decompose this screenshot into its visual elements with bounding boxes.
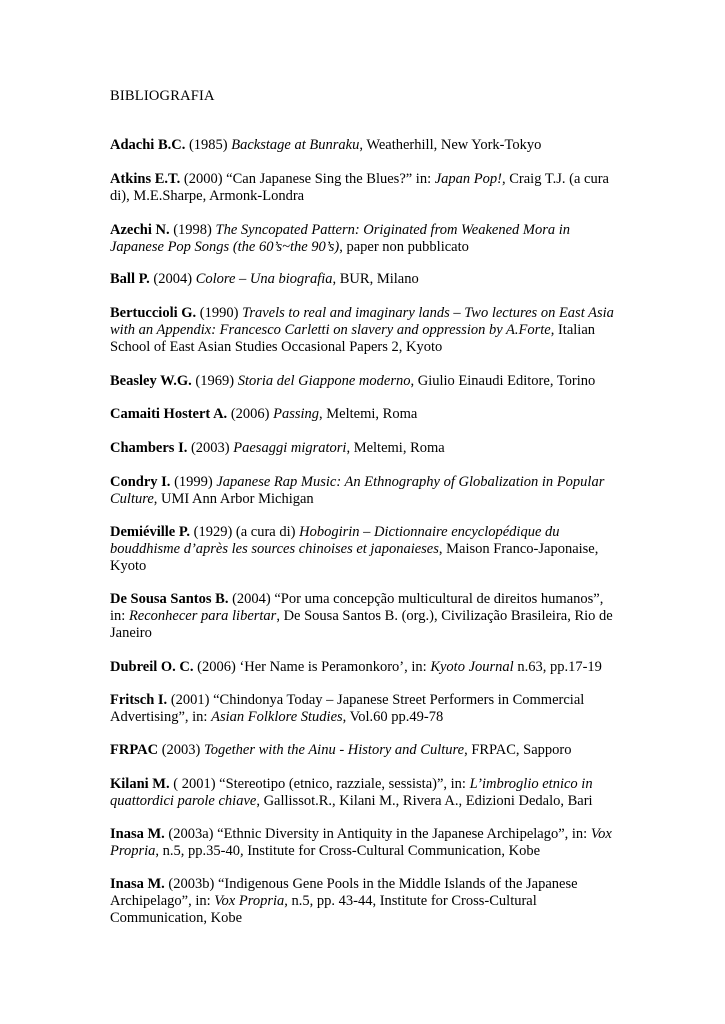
entry-text: , Giulio Einaudi Editore, Torino xyxy=(410,373,596,389)
entry-text: , UMI Ann Arbor Michigan xyxy=(153,491,314,507)
bibliography-entry xyxy=(110,406,616,423)
bibliography-entry xyxy=(110,137,616,154)
entry-author: Demiéville P. xyxy=(110,524,190,540)
entry-text: (2003a) “Ethnic Diversity in Antiquity in the Japanese Archipelago”, in: xyxy=(164,826,591,842)
bibliography-entry xyxy=(110,742,616,759)
entry-text: (2001) “Chindonya Today – Japanese Street Performers in Commercial Advertising”, in: xyxy=(110,692,585,725)
bibliography-heading: BIBLIOGRAFIA xyxy=(110,88,215,104)
entry-text: , Meltemi, Roma xyxy=(319,406,418,422)
entry-text: , De Sousa Santos B. (org.), Civilização Brasileira, Rio de Janeiro xyxy=(110,608,613,641)
entry-text: , Maison Franco-Japonaise, Kyoto xyxy=(110,541,599,574)
entry-text: (1999) xyxy=(170,474,217,490)
bibliography-entry xyxy=(110,876,616,927)
entry-author: De Sousa Santos B. xyxy=(110,591,229,607)
entry-author: Inasa M. xyxy=(110,826,165,842)
entry-text: , BUR, Milano xyxy=(332,271,419,287)
entry-author: Camaiti Hostert A. xyxy=(110,406,228,422)
entry-text: (2006) xyxy=(227,406,274,422)
entry-author: Adachi B.C. xyxy=(110,137,186,153)
entry-author: Inasa M. xyxy=(110,876,165,892)
bibliography-entry xyxy=(110,524,616,575)
entry-author: Chambers I. xyxy=(110,440,188,456)
bibliography-entry xyxy=(110,826,616,860)
entry-text: (1985) xyxy=(185,137,232,153)
entry-title: Kyoto Journal xyxy=(430,659,514,675)
entry-author: Condry I. xyxy=(110,474,171,490)
bibliography-entry xyxy=(110,222,616,256)
entry-text: ( 2001) “Stereotipo (etnico, razziale, sessista)”, in: xyxy=(169,776,470,792)
entry-title: Storia del Giappone moderno xyxy=(237,373,411,389)
entry-author: Bertuccioli G. xyxy=(110,305,197,321)
entry-text: (2004) “Por uma concepção multicultural de direitos humanos”, in: xyxy=(110,591,604,624)
bibliography-entry xyxy=(110,692,616,726)
entry-text: (2006) ‘Her Name is Peramonkoro’, in: xyxy=(193,659,431,675)
entry-author: Atkins E.T. xyxy=(110,171,181,187)
entry-title: Paesaggi migratori xyxy=(233,440,347,456)
entry-text: , n.5, pp.35-40, Institute for Cross-Cultural Communication, Kobe xyxy=(155,843,541,859)
entry-text: n.63, pp.17-19 xyxy=(513,659,602,675)
bibliography-entry xyxy=(110,776,616,810)
entry-title: Passing xyxy=(273,406,320,422)
entry-title: Hobogirin – Dictionnaire encyclopédique du bouddhisme d’après les sources chinoises et japonaieses xyxy=(110,524,560,557)
entry-text: (2000) “Can Japanese Sing the Blues?” in: xyxy=(180,171,435,187)
entry-text: (1990) xyxy=(196,305,243,321)
entry-title: Vox Propria xyxy=(110,826,612,859)
entry-author: Dubreil O. C. xyxy=(110,659,194,675)
entry-text: (1998) xyxy=(169,222,216,238)
bibliography-entry xyxy=(110,474,616,508)
entry-text: , FRPAC, Sapporo xyxy=(464,742,572,758)
entry-author: Azechi N. xyxy=(110,222,170,238)
entry-author: Fritsch I. xyxy=(110,692,168,708)
bibliography-entry xyxy=(110,271,616,288)
entry-text: (2004) xyxy=(149,271,196,287)
entry-author: Beasley W.G. xyxy=(110,373,192,389)
entry-text: , Meltemi, Roma xyxy=(346,440,445,456)
entry-text: , paper non pubblicato xyxy=(339,239,469,255)
entry-text: , Weatherhill, New York-Tokyo xyxy=(359,137,542,153)
entry-text: (2003) xyxy=(187,440,234,456)
bibliography-entry xyxy=(110,373,616,390)
entry-title: Asian Folklore Studies xyxy=(211,709,343,725)
entry-author: FRPAC xyxy=(110,742,159,758)
entry-text: , Vol.60 pp.49-78 xyxy=(342,709,444,725)
entry-title: Together with the Ainu - History and Culture xyxy=(203,742,465,758)
entry-title: L’imbroglio etnico in quattordici parole chiave xyxy=(110,776,593,809)
entry-text: (2003b) “Indigenous Gene Pools in the Middle Islands of the Japanese Archipelago”, in: xyxy=(110,876,578,909)
entry-text: (1969) xyxy=(191,373,238,389)
bibliography-entry xyxy=(110,440,616,457)
entry-text: , n.5, pp. 43-44, Institute for Cross-Cultural Communication, Kobe xyxy=(110,893,537,926)
bibliography-entry xyxy=(110,171,616,205)
entry-title: Japanese Rap Music: An Ethnography of Globalization in Popular Culture xyxy=(110,474,605,507)
entry-title: Colore – Una biografia xyxy=(195,271,333,287)
entry-author: Kilani M. xyxy=(110,776,170,792)
entry-title: Reconhecer para libertar xyxy=(128,608,277,624)
bibliography-entry xyxy=(110,305,616,356)
entry-title: Japan Pop! xyxy=(434,171,502,187)
entry-text: (1929) (a cura di) xyxy=(190,524,300,540)
entry-author: Ball P. xyxy=(110,271,150,287)
bibliography-entry xyxy=(110,659,616,676)
entry-text: , Italian School of East Asian Studies Occasional Papers 2, Kyoto xyxy=(110,322,596,355)
entry-text: (2003) xyxy=(158,742,204,758)
entry-title: Vox Propria xyxy=(214,893,285,909)
entry-title: Backstage at Bunraku xyxy=(231,137,360,153)
entry-text: , Gallissot.R., Kilani M., Rivera A., Edizioni Dedalo, Bari xyxy=(256,793,593,809)
bibliography-entry xyxy=(110,591,616,642)
entry-title: Travels to real and imaginary lands – Two lectures on East Asia with an Appendix: Francesco Carletti on slavery and oppression by A.Forte xyxy=(110,305,614,338)
entry-title: The Syncopated Pattern: Originated from Weakened Mora in Japanese Pop Songs (the 60’s~the 90’s) xyxy=(110,222,571,255)
entry-text: , Craig T.J. (a cura di), M.E.Sharpe, Armonk-Londra xyxy=(110,171,609,204)
